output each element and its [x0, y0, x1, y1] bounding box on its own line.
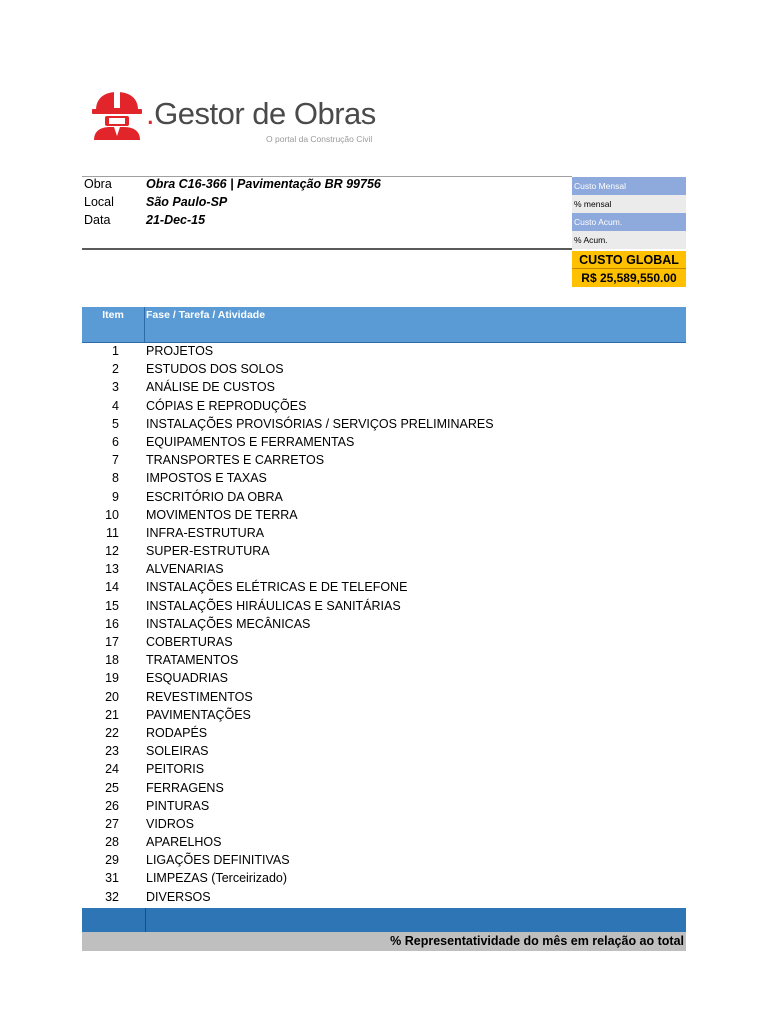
table-row: [82, 651, 686, 669]
table-row: [82, 542, 686, 560]
table-row: [82, 724, 686, 742]
table-row: [82, 397, 686, 415]
row-item-number: 3: [112, 380, 119, 395]
column-header-item: Item: [82, 307, 145, 343]
row-activity: INSTALAÇÕES ELÉTRICAS E DE TELEFONE: [146, 580, 408, 595]
row-item-number: 31: [105, 871, 119, 886]
row-item-number: 27: [105, 816, 119, 831]
row-item-number: 12: [105, 544, 119, 559]
table-row: [82, 578, 686, 596]
row-item-number: 15: [105, 598, 119, 613]
table-row: [82, 633, 686, 651]
logo-name: Gestor de Obras: [154, 96, 376, 131]
table-row: [82, 706, 686, 724]
row-item-number: 13: [105, 562, 119, 577]
table-row: [82, 469, 686, 487]
row-item-number: 24: [105, 762, 119, 777]
pct-acum-label: % Acum.: [572, 231, 686, 249]
table-row: [82, 560, 686, 578]
table-row: [82, 742, 686, 760]
table-row: [82, 688, 686, 706]
row-activity: INSTALAÇÕES HIRÁULICAS E SANITÁRIAS: [146, 598, 401, 613]
row-activity: LIMPEZAS (Terceirizado): [146, 871, 288, 886]
row-activity: COBERTURAS: [146, 635, 233, 649]
data-label: Data: [84, 213, 111, 227]
table-row: [82, 506, 686, 524]
row-activity: SOLEIRAS: [146, 744, 209, 759]
row-item-number: 26: [105, 798, 119, 813]
row-activity: MOVIMENTOS DE TERRA: [146, 507, 298, 522]
row-item-number: 21: [105, 707, 119, 722]
representatividade-bar: [82, 932, 686, 951]
representatividade-label: % Representatividade do mês em relação ao total: [390, 934, 684, 948]
row-activity: FERRAGENS: [146, 780, 224, 795]
row-item-number: 7: [112, 453, 119, 468]
row-item-number: 11: [106, 525, 119, 540]
row-item-number: 4: [112, 398, 119, 413]
row-item-number: 2: [112, 362, 119, 377]
row-activity: ANÁLISE DE CUSTOS: [146, 380, 275, 395]
table-row: [82, 378, 686, 396]
local-value: São Paulo-SP: [146, 195, 228, 209]
row-activity: INFRA-ESTRUTURA: [146, 525, 265, 540]
custo-global-value: R$ 25,589,550.00: [572, 269, 686, 287]
table-row: [82, 779, 686, 797]
row-activity: REVESTIMENTOS: [146, 689, 253, 704]
row-activity: PROJETOS: [146, 344, 214, 358]
row-activity: VIDROS: [146, 816, 194, 831]
row-item-number: 28: [105, 835, 119, 850]
row-item-number: 16: [105, 616, 119, 631]
row-activity: ESCRITÓRIO DA OBRA: [146, 489, 283, 504]
row-activity: TRANSPORTES E CARRETOS: [146, 453, 325, 468]
row-activity: PEITORIS: [146, 762, 205, 777]
row-activity: ESTUDOS DOS SOLOS: [146, 362, 284, 377]
logo-dot: .: [146, 96, 155, 131]
obra-label: Obra: [84, 177, 112, 191]
table-row: [82, 488, 686, 506]
row-item-number: 9: [112, 489, 119, 504]
table-row: [82, 597, 686, 615]
gestor-de-obras-logo: [90, 88, 380, 148]
table-row: [82, 851, 686, 869]
row-activity: INSTALAÇÕES PROVISÓRIAS / SERVIÇOS PRELIMINARES: [146, 416, 494, 431]
row-activity: EQUIPAMENTOS E FERRAMENTAS: [146, 434, 355, 449]
row-item-number: 1: [112, 344, 119, 358]
table-row: [82, 342, 686, 360]
table-row: [82, 433, 686, 451]
table-row: [82, 869, 686, 887]
table-row: [82, 888, 686, 906]
row-item-number: 10: [105, 507, 119, 522]
local-label: Local: [84, 195, 114, 209]
row-activity: SUPER-ESTRUTURA: [146, 544, 270, 559]
row-activity: IMPOSTOS E TAXAS: [146, 471, 267, 486]
custo-global-label: CUSTO GLOBAL: [572, 251, 686, 269]
table-row: [82, 833, 686, 851]
row-activity: CÓPIAS E REPRODUÇÕES: [146, 398, 307, 413]
data-value: 21-Dec-15: [146, 213, 206, 227]
row-item-number: 22: [105, 725, 119, 740]
table-row: [82, 615, 686, 633]
total-bar-divider: [145, 908, 146, 932]
table-row: [82, 415, 686, 433]
table-row: [82, 815, 686, 833]
row-activity: ESQUADRIAS: [146, 671, 228, 686]
row-activity: PINTURAS: [146, 798, 210, 813]
row-item-number: 8: [112, 471, 119, 486]
activity-table-body: [82, 342, 686, 906]
row-item-number: 23: [105, 744, 119, 759]
row-item-number: 5: [112, 416, 119, 431]
table-row: [82, 360, 686, 378]
row-activity: INSTALAÇÕES MECÂNICAS: [146, 616, 311, 631]
table-row: [82, 760, 686, 778]
logo-tagline: O portal da Construção Civil: [266, 134, 373, 144]
custo-mensal-label: Custo Mensal: [572, 177, 686, 195]
table-row: [82, 451, 686, 469]
table-header: [82, 307, 686, 343]
row-activity: APARELHOS: [146, 835, 222, 850]
row-activity: TRATAMENTOS: [146, 653, 239, 668]
row-item-number: 18: [105, 653, 119, 668]
row-activity: ALVENARIAS: [146, 562, 224, 577]
row-activity: PAVIMENTAÇÕES: [146, 707, 251, 722]
row-activity: RODAPÉS: [146, 725, 208, 740]
row-item-number: 32: [105, 889, 119, 904]
row-item-number: 20: [105, 689, 119, 704]
column-header-activity: Fase / Tarefa / Atividade: [146, 309, 266, 321]
table-row: [82, 669, 686, 687]
row-activity: LIGAÇÕES DEFINITIVAS: [146, 853, 290, 868]
table-total-bar: [82, 908, 686, 932]
row-item-number: 14: [105, 580, 119, 595]
table-row: [82, 797, 686, 815]
row-activity: DIVERSOS: [146, 889, 211, 904]
row-item-number: 17: [105, 635, 119, 649]
pct-mensal-label: % mensal: [572, 195, 686, 213]
row-item-number: 25: [105, 780, 119, 795]
hard-hat-worker-icon: [90, 90, 144, 140]
custo-acum-label: Custo Acum.: [572, 213, 686, 231]
row-item-number: 29: [105, 853, 119, 868]
info-bottom-divider: [82, 248, 572, 250]
obra-value: Obra C16-366 | Pavimentação BR 99756: [146, 177, 381, 191]
row-item-number: 19: [105, 671, 119, 686]
table-row: [82, 524, 686, 542]
row-item-number: 6: [112, 434, 119, 449]
